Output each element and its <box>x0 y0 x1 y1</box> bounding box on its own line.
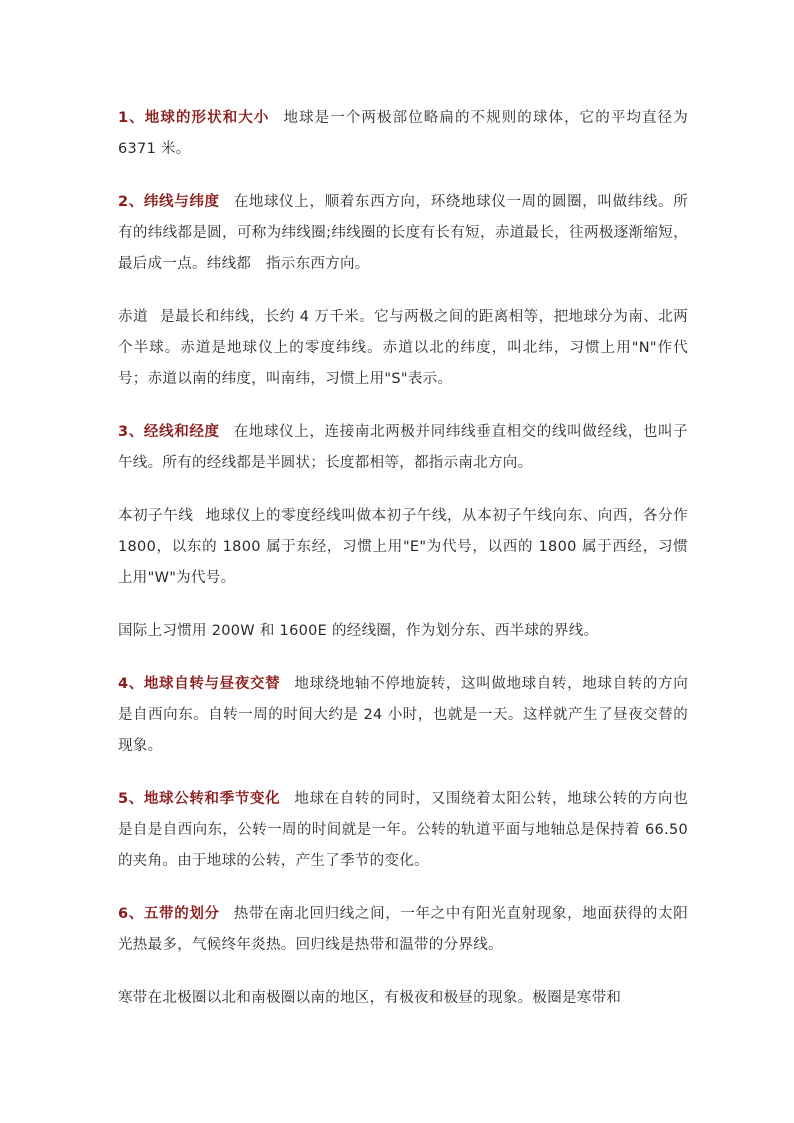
section-heading: 3、经线和经度 <box>118 424 220 440</box>
paragraph-text: 地球是一个两极部位略扁的不规则的球体，它的平均直径为 6371 米。 <box>118 110 688 157</box>
paragraph-text: 国际上习惯用 200W 和 1600E 的经线圈，作为划分东、西半球的界线。 <box>118 623 599 639</box>
paragraph-text: 地球在自转的同时，又围绕着太阳公转，地球公转的方向也是自是自西向东，公转一周的时间就是一年。公转的轨道平面与地轴总是保持着 66.50 的夹角。由于地球的公转，产生了季节的变化。 <box>118 791 688 869</box>
paragraph-hemisphere-boundary <box>118 616 688 647</box>
paragraph-revolution <box>118 784 688 877</box>
paragraph-text: 在地球仪上，连接南北两极并同纬线垂直相交的线叫做经线，也叫子午线。所有的经线都是半圆状；长度都相等，都指示南北方向。 <box>118 424 688 471</box>
term-label: 赤道 <box>118 309 148 325</box>
paragraph-equator <box>118 302 688 395</box>
paragraph-text: 地球绕地轴不停地旋转，这叫做地球自转，地球自转的方向是自西向东。自转一周的时间大约是 24 小时，也就是一天。这样就产生了昼夜交替的现象。 <box>118 676 688 754</box>
paragraph-prime-meridian <box>118 501 688 594</box>
section-heading: 5、地球公转和季节变化 <box>118 791 281 807</box>
paragraph-text: 地球仪上的零度经线叫做本初子午线，从本初子午线向东、向西，各分作 1800，以东的 1800 属于东经，习惯上用"E"为代号，以西的 1800 属于西经，习惯上用"W"为代号。 <box>118 508 688 586</box>
section-heading: 4、地球自转与昼夜交替 <box>118 676 281 692</box>
paragraph-longitude <box>118 417 688 479</box>
paragraph-rotation <box>118 669 688 762</box>
section-heading: 6、五带的划分 <box>118 906 220 922</box>
paragraph-five-zones <box>118 899 688 961</box>
paragraph-text: 寒带在北极圈以北和南极圈以南的地区，有极夜和极昼的现象。极圈是寒带和 <box>118 990 622 1006</box>
paragraph-shape-and-size <box>118 103 688 165</box>
paragraph-text: 热带在南北回归线之间，一年之中有阳光直射现象，地面获得的太阳光热最多，气候终年炎热。回归线是热带和温带的分界线。 <box>118 906 688 953</box>
section-heading: 2、纬线与纬度 <box>118 194 220 210</box>
paragraph-text: 在地球仪上，顺着东西方向，环绕地球仪一周的圆圈，叫做纬线。所有的纬线都是圆，可称为纬线圈;纬线圈的长度有长有短，赤道最长，往两极逐渐缩短，最后成一点。纬线都 指示东西方向。 <box>118 194 688 272</box>
section-heading: 1、地球的形状和大小 <box>118 110 270 126</box>
term-label: 本初子午线 <box>118 508 194 524</box>
paragraph-text: 是最长和纬线，长约 4 万千米。它与两极之间的距离相等，把地球分为南、北两个半球。赤道是地球仪上的零度纬线。赤道以北的纬度，叫北纬，习惯上用"N"作代号；赤道以南的纬度，叫南纬，习惯上用"S"表示。 <box>118 309 688 387</box>
document-body <box>118 103 688 1036</box>
paragraph-latitude <box>118 187 688 280</box>
paragraph-frigid-zone <box>118 983 688 1014</box>
